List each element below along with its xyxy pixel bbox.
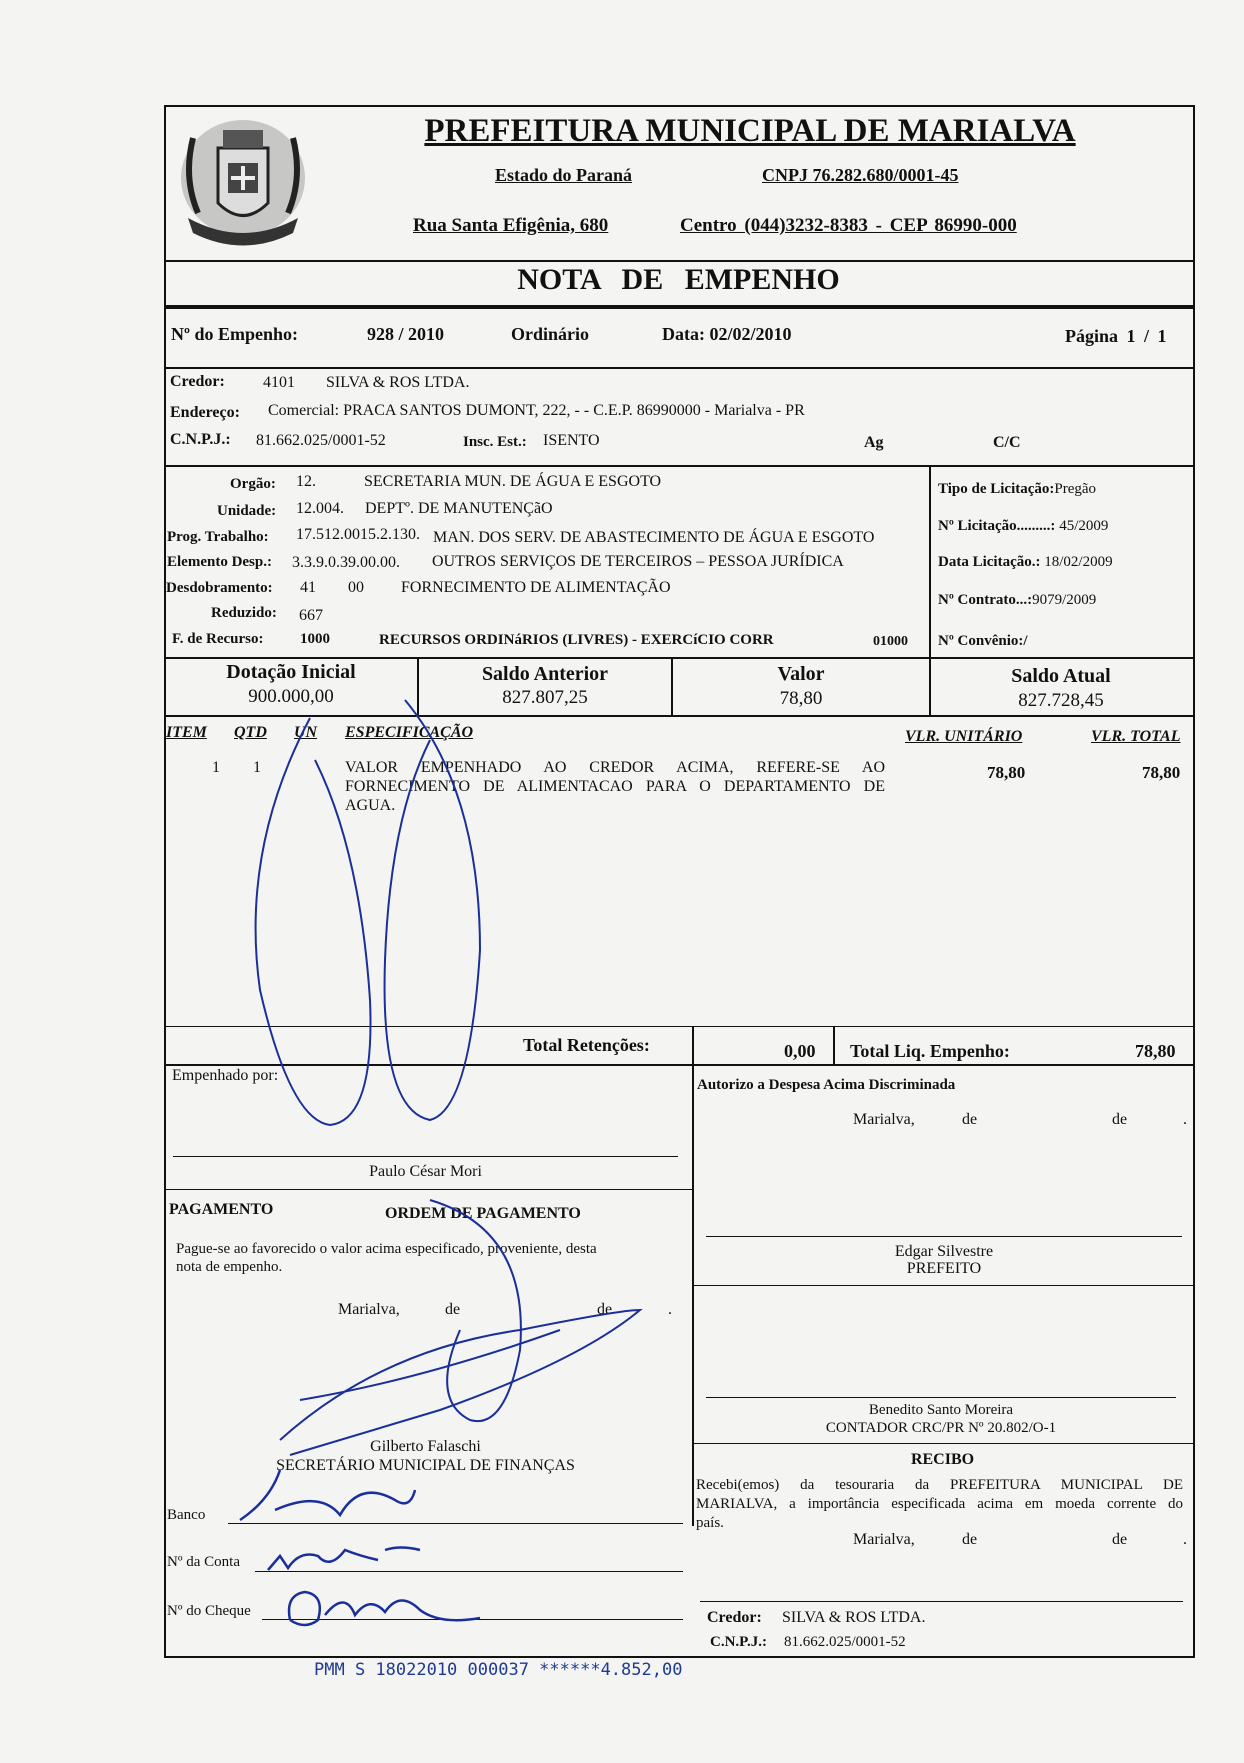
banco-label: Banco <box>167 1507 206 1523</box>
recibo-de2: de <box>1112 1531 1128 1548</box>
autorizo-dot: . <box>1183 1111 1187 1128</box>
account-label: C/C <box>993 434 1021 451</box>
pagamento-de1: de <box>445 1301 461 1318</box>
divider <box>833 1026 835 1064</box>
elemento-code: 3.3.9.0.39.00.00. <box>292 554 400 571</box>
divider <box>164 260 1193 262</box>
item-number: 1 <box>212 759 220 776</box>
recibo-title: RECIBO <box>910 1451 975 1468</box>
item-total-value: 78,80 <box>1142 763 1181 782</box>
prog-code: 17.512.0015.2.130. <box>296 526 420 543</box>
divider <box>692 1443 1193 1444</box>
signature-line <box>700 1601 1183 1602</box>
dotacao-inicial-value: 900.000,00 <box>248 686 334 707</box>
unidade-label: Unidade: <box>217 503 277 519</box>
cheque-line <box>262 1619 683 1620</box>
elemento-label: Elemento Desp.: <box>167 554 272 570</box>
credor-name: SILVA & ROS LTDA. <box>326 374 470 391</box>
liquido-value: 78,80 <box>1135 1041 1176 1061</box>
document-type-title: NOTA DE EMPENHO <box>517 263 840 296</box>
desdobramento-code: 41 <box>300 579 316 596</box>
pagamento-text: Pague-se ao favorecido o valor acima especificado, proveniente, desta nota de empenho. <box>176 1241 597 1275</box>
item-qtd: 1 <box>253 759 261 776</box>
credor-label: Credor: <box>170 373 225 390</box>
recurso-number: 01000 <box>873 634 908 649</box>
recibo-de1: de <box>962 1531 978 1548</box>
elemento-name: OUTROS SERVIÇOS DE TERCEIROS – PESSOA JURÍDICA <box>432 553 844 570</box>
unidade-name: DEPTº. DE MANUTENÇãO <box>365 500 553 517</box>
recibo-place: Marialva, <box>853 1531 915 1548</box>
endereco-label: Endereço: <box>170 404 240 421</box>
prog-name: MAN. DOS SERV. DE ABASTECIMENTO DE ÁGUA E ESGOTO <box>433 529 875 546</box>
pagamento-place: Marialva, <box>338 1301 400 1318</box>
prefeito-signature: Edgar Silvestre PREFEITO <box>894 1243 994 1277</box>
insc-label: Insc. Est.: <box>463 434 527 450</box>
retencoes-value: 0,00 <box>784 1041 816 1061</box>
col-un: UN <box>294 724 318 741</box>
secretario-signature: Gilberto Falaschi SECRETÁRIO MUNICIPAL DE FINANÇAS <box>276 1438 575 1474</box>
recibo-cnpj-label: C.N.P.J.: <box>710 1634 767 1650</box>
divider <box>164 1189 692 1190</box>
empenho-type: Ordinário <box>511 324 590 344</box>
col-total-value: VLR. TOTAL <box>1091 728 1181 745</box>
saldo-anterior-value: 827.807,25 <box>502 687 588 708</box>
cnpj-label: C.N.P.J.: <box>170 431 231 448</box>
pagamento-dot: . <box>668 1301 672 1318</box>
col-unit-value: VLR. UNITÁRIO <box>905 728 1023 745</box>
divider <box>164 367 1193 369</box>
empenho-label: Nº do Empenho: <box>171 324 298 344</box>
agency-label: Ag <box>864 434 884 451</box>
page-title: PREFEITURA MUNICIPAL DE MARIALVA <box>424 113 1076 149</box>
divider <box>164 657 1193 659</box>
divider <box>692 1285 1193 1286</box>
reduzido-label: Reduzido: <box>211 605 277 621</box>
autorizo-text: Autorizo a Despesa Acima Discriminada <box>697 1077 956 1093</box>
recibo-text: Recebi(emos) da tesouraria da PREFEITURA MUNICIPAL DE MARIALVA, a importância especificada acima em moeda corrente do país. <box>696 1477 1183 1531</box>
item-unit-value: 78,80 <box>987 763 1026 782</box>
signature-line <box>173 1156 678 1157</box>
col-item: ITEM <box>166 724 207 741</box>
pagamento-label: PAGAMENTO <box>169 1201 274 1218</box>
credor-code: 4101 <box>263 374 295 391</box>
header-address: Rua Santa Efigênia, 680 <box>413 215 609 236</box>
empenho-date: Data: 02/02/2010 <box>662 324 792 344</box>
payment-stamp: PMM S 18022010 000037 ******4.852,00 <box>314 1660 683 1680</box>
recurso-label: F. de Recurso: <box>172 631 264 647</box>
empenho-number: 928 / 2010 <box>367 324 445 344</box>
coat-of-arms-logo <box>168 108 318 258</box>
divider <box>164 715 1193 717</box>
signature-line <box>706 1236 1182 1237</box>
divider <box>164 1026 1193 1027</box>
saldo-atual-label: Saldo Atual <box>1011 665 1111 687</box>
cheque-label: Nº do Cheque <box>167 1603 251 1619</box>
licitacao-type-label: Tipo de Licitação:Pregão <box>938 481 1097 497</box>
conta-line <box>255 1571 683 1572</box>
credor-cnpj: 81.662.025/0001-52 <box>256 432 386 449</box>
autorizo-de2: de <box>1112 1111 1128 1128</box>
header-cnpj: CNPJ 76.282.680/0001-45 <box>762 165 959 185</box>
autorizo-place: Marialva, <box>853 1111 915 1128</box>
insc-value: ISENTO <box>543 432 600 449</box>
saldo-anterior-label: Saldo Anterior <box>481 663 609 685</box>
valor-value: 78,80 <box>779 688 823 709</box>
col-qtd: QTD <box>234 724 267 741</box>
divider <box>164 1064 1193 1066</box>
recurso-code: 1000 <box>300 631 330 647</box>
divider <box>164 465 1193 467</box>
saldo-atual-value: 827.728,45 <box>1018 690 1104 711</box>
ordem-pagamento-label: ORDEM DE PAGAMENTO <box>385 1205 581 1222</box>
autorizo-de1: de <box>962 1111 978 1128</box>
liquido-label: Total Liq. Empenho: <box>850 1041 1010 1061</box>
prog-label: Prog. Trabalho: <box>167 529 269 545</box>
reduzido-value: 667 <box>299 607 323 624</box>
orgao-code: 12. <box>296 473 316 490</box>
contador-signature: Benedito Santo Moreira CONTADOR CRC/PR Nº 20.802/O-1 <box>825 1402 1057 1436</box>
convenio-label: Nº Convênio:/ <box>938 633 1028 649</box>
credor-address: Comercial: PRACA SANTOS DUMONT, 222, - - C.E.P. 86990000 - Marialva - PR <box>268 402 805 419</box>
orgao-name: SECRETARIA MUN. DE ÁGUA E ESGOTO <box>364 473 662 490</box>
licitacao-number-label: Nº Licitação.........: 45/2009 <box>938 518 1109 534</box>
desdobramento-name: FORNECIMENTO DE ALIMENTAÇÃO <box>401 579 671 596</box>
banco-line <box>228 1523 683 1524</box>
recibo-dot: . <box>1183 1531 1187 1548</box>
header-contact: Centro (044)3232-8383 - CEP 86990-000 <box>680 215 1017 236</box>
empenhado-label: Empenhado por: <box>172 1067 279 1084</box>
desdobramento-label: Desdobramento: <box>166 580 273 596</box>
valor-label: Valor <box>777 663 825 685</box>
dotacao-inicial-label: Dotação Inicial <box>226 661 356 683</box>
state-name: Estado do Paraná <box>495 165 633 185</box>
contrato-label: Nº Contrato...:9079/2009 <box>938 592 1097 608</box>
orgao-label: Orgão: <box>230 476 276 492</box>
divider <box>929 465 931 658</box>
conta-label: Nº da Conta <box>167 1554 240 1570</box>
desdobramento-sub: 00 <box>348 579 364 596</box>
licitacao-date-label: Data Licitação.: 18/02/2009 <box>938 554 1113 570</box>
empenhado-name: Paulo César Mori <box>369 1163 482 1180</box>
recibo-cnpj: 81.662.025/0001-52 <box>784 1634 906 1650</box>
retencoes-label: Total Retenções: <box>523 1035 650 1055</box>
page-number: Página 1 / 1 <box>1065 326 1167 346</box>
unidade-code: 12.004. <box>296 500 344 517</box>
divider <box>164 305 1193 309</box>
recurso-name: RECURSOS ORDINáRIOS (LIVRES) - EXERCíCIO CORR <box>379 632 774 648</box>
col-especificacao: ESPECIFICAÇÃO <box>345 724 474 741</box>
pagamento-de2: de <box>597 1301 613 1318</box>
item-description: VALOR EMPENHADO AO CREDOR ACIMA, REFERE-SE AO FORNECIMENTO DE ALIMENTACAO PARA O DEPARTAMENTO DE AGUA. <box>345 759 885 814</box>
recibo-credor: SILVA & ROS LTDA. <box>782 1609 926 1626</box>
signature-line <box>706 1397 1176 1398</box>
recibo-credor-label: Credor: <box>707 1609 762 1626</box>
